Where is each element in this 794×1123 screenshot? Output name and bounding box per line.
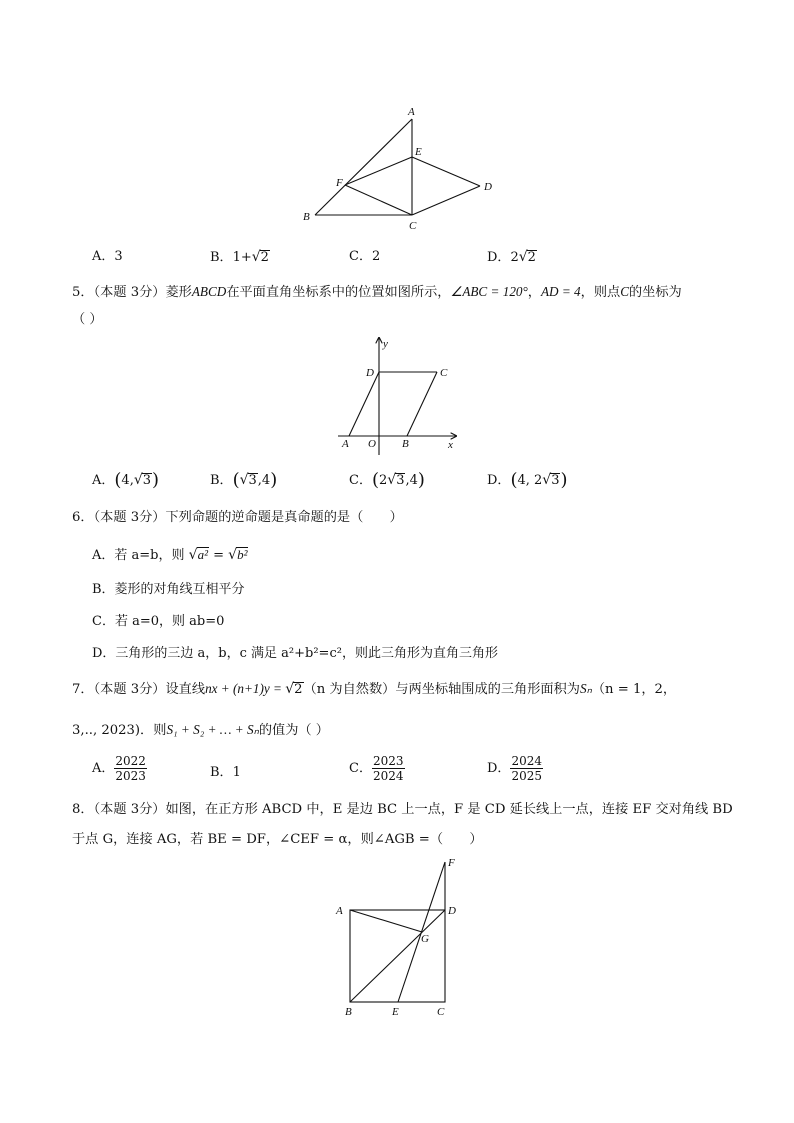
q5-option-c-rad: 3 [396,473,405,488]
denominator: 2023 [115,769,146,783]
q7-option-a-label: A． [92,761,115,776]
q8-stem-line2 [72,830,483,850]
paren-open-icon: ( [371,469,379,491]
numerator: 2024 [511,754,542,768]
q4-option-c[interactable] [349,247,380,267]
q4-option-d-label: D． [487,250,511,265]
q5-label-o: O [368,438,376,450]
q4-option-b-label: B． [210,250,233,265]
q8-label-b: B [345,1006,352,1018]
q7-option-a[interactable] [92,754,147,783]
q5-option-c-label: C． [349,473,372,488]
q5-figure [330,335,470,455]
q4-label-e: E [415,146,422,158]
q4-figure [290,100,510,240]
q8-text: 如图，在正方形 ABCD 中，E 是边 BC 上一点，F 是 CD 延长线上一点，连接 EF 交对角线 BD [165,802,733,817]
q7-option-d-fraction [510,754,543,783]
q6-stem-text: 下列命题的逆命题是真命题的是（ ） [165,510,403,525]
q7-option-c-fraction [372,754,405,783]
q7-option-b-value: 1 [232,765,241,780]
q5-stem-line1 [72,282,682,303]
q5-number: 5． [72,285,94,300]
q7-option-a-fraction [114,754,147,783]
q4-option-d-radicand: 2 [527,250,536,265]
q5-option-b[interactable] [210,470,277,491]
q5-option-b-label: B． [210,473,233,488]
q6-stem [72,508,403,528]
q4-option-a-label: A． [92,249,115,264]
q7-option-c-label: C． [349,761,372,776]
q5-option-d-rad: 3 [551,473,560,488]
q7-text: （n = 1，2， [591,682,677,697]
q5-cond2: AD = 4 [540,284,581,299]
q4-label-a: A [408,106,415,118]
q5-label-d: D [366,367,374,379]
q5-tag: （本题 3分） [93,285,166,300]
sqrt-icon: √ [188,547,198,563]
q7-sn: Sₙ [579,681,592,696]
q8-text: 于点 G，连接 AG，若 BE = DF，∠CEF = α，则∠AGB =（ ） [72,832,483,847]
paren-close-icon: ) [270,469,278,491]
q8-label-g: G [421,933,429,945]
q5-text: 菱形 [165,285,192,300]
q5-point: C [620,284,629,299]
q5-label-y: y [383,338,388,350]
paren-close-icon: ) [560,469,568,491]
sqrt-icon: √ [285,681,295,697]
q6-option-a-rad2: b² [237,547,248,562]
q7-stem-line1 [72,679,676,700]
numerator: 2022 [115,754,146,768]
q4-option-b-radicand: 2 [260,250,269,265]
denominator: 2025 [511,769,542,783]
sqrt-icon: √ [542,472,552,488]
q7-number: 7． [72,682,94,697]
q6-option-b[interactable]: B．菱形的对角线互相平分 [92,582,245,597]
q8-label-e: E [392,1006,399,1018]
q8-label-a: A [336,905,343,917]
q8-tag: （本题 3分） [93,802,166,817]
q5-label-c: C [440,367,448,379]
paren-close-icon: ) [152,469,160,491]
q4-option-b-prefix: 1+ [232,250,252,265]
q7-stem-line2 [72,720,329,741]
q4-option-c-value: 2 [371,249,381,264]
q4-option-a[interactable] [92,247,123,267]
q5-stem-line2 [72,310,103,330]
q7-tag: （本题 3分） [93,682,166,697]
q4-option-d[interactable] [487,247,537,268]
q5-text: 在平面直角坐标系中的位置如图所示， [226,285,451,300]
q6-option-a-label: A． [92,548,115,563]
q5-option-a-rad: 3 [142,473,152,488]
q7-option-d-label: D． [487,761,511,776]
q5-shape-name: ABCD [191,284,227,299]
sqrt-icon: √ [228,547,238,563]
q5-option-a-label: A． [92,473,115,488]
q6-option-d[interactable]: D．三角形的三边 a，b，c 满足 a²+b²=c²，则此三角形为直角三角形 [92,646,498,661]
q7-option-c[interactable] [349,754,405,783]
q7-sum-expr: S₁ + S₂ + … + Sₙ [166,722,259,737]
q8-figure [330,852,470,1022]
paren-close-icon: ) [417,469,425,491]
q7-option-b[interactable] [210,763,241,783]
q5-option-c-pre: 2 [378,473,388,488]
paren-open-icon: ( [232,469,240,491]
q7-equation: nx + (n+1)y = [205,681,286,696]
q5-cond1: ∠ABC = 120° [450,284,528,299]
q4-option-a-value: 3 [114,249,123,264]
q7-text: 设直线 [165,682,206,697]
q5-text: 的坐标为 [629,285,682,300]
q5-label-a: A [342,438,349,450]
q4-label-d: D [484,181,492,193]
sqrt-icon: √ [387,472,397,488]
q5-option-d-pre: 4, 2 [517,473,543,488]
q4-label-c: C [409,220,417,232]
q8-stem-line1 [72,800,733,820]
q5-label-x: x [448,439,453,451]
q6-option-a-text: 若 a=b，则 [114,548,185,563]
q5-option-b-rad: 3 [248,473,257,488]
q5-text: ，则点 [580,285,621,300]
q4-option-b[interactable] [210,247,270,268]
q5-option-c[interactable] [349,470,425,491]
sqrt-icon: √ [133,472,143,488]
q5-answer-blank: （ ） [72,312,103,327]
paren-open-icon: ( [510,469,518,491]
q8-label-c: C [437,1006,445,1018]
q5-label-b: B [402,438,409,450]
sqrt-icon: √ [251,249,261,265]
q6-option-a-eq: = [213,548,225,563]
paren-open-icon: ( [114,469,122,491]
q7-text: （n 为自然数）与两坐标轴围成的三角形面积为 [303,682,580,697]
q7-option-d[interactable] [487,754,543,783]
q5-option-c-post: ,4 [405,473,418,488]
q6-option-c[interactable]: C．若 a=0，则 ab=0 [92,614,225,629]
numerator: 2023 [372,754,404,768]
q6-option-a-rad1: a² [197,547,208,562]
q6-option-a[interactable] [92,545,248,566]
q7-text: 的值为（ ） [258,723,329,738]
q5-option-d-label: D． [487,473,511,488]
q8-number: 8． [72,802,94,817]
sqrt-icon: √ [239,472,249,488]
q5-option-a-pre: 4, [121,473,134,488]
q4-label-f: F [336,177,343,189]
q7-text: 3,.., 2023)．则 [72,723,167,738]
denominator: 2024 [372,769,404,783]
sqrt-icon: √ [518,249,528,265]
q4-label-b: B [303,211,310,223]
q7-eq-rad: 2 [294,682,303,697]
q5-option-a[interactable] [92,470,159,491]
q6-number: 6． [72,510,94,525]
q7-option-b-label: B． [210,765,233,780]
q4-option-d-prefix: 2 [510,250,519,265]
q5-option-d[interactable] [487,470,568,491]
q5-sep: ， [527,285,541,300]
q6-tag: （本题 3分） [93,510,166,525]
q5-option-b-post: ,4 [257,473,271,488]
q8-label-f: F [448,857,455,869]
q4-option-c-label: C． [349,249,372,264]
q8-label-d: D [448,905,456,917]
